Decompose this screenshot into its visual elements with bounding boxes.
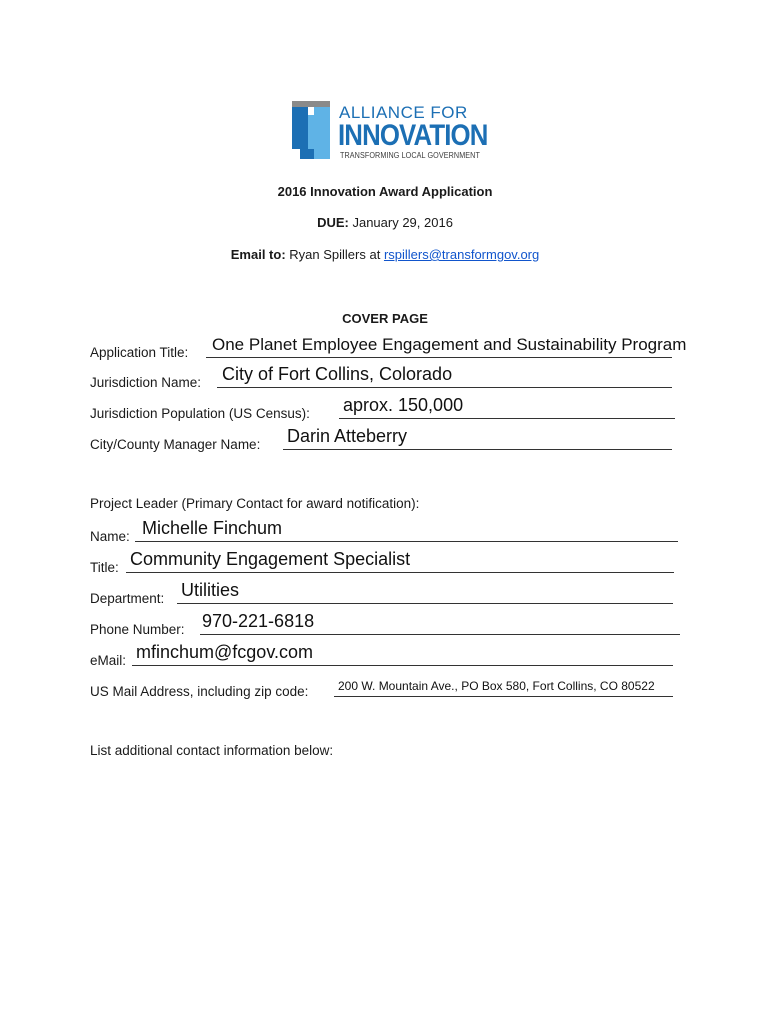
email-to-text: Ryan Spillers at [289,247,381,262]
jurisdiction-name-label: Jurisdiction Name: [90,375,202,390]
leader-phone-label: Phone Number: [90,622,185,637]
leader-email-value[interactable]: mfinchum@fcgov.com [136,642,313,662]
logo-line-2: INNOVATION [338,119,488,152]
alliance-logo [292,101,488,161]
manager-name-label: City/County Manager Name: [90,437,261,452]
leader-title-label: Title: [90,560,119,575]
leader-title-value[interactable]: Community Engagement Specialist [130,549,411,569]
jurisdiction-name-line [217,387,672,388]
leader-address-line [334,696,673,697]
application-title-value[interactable]: One Planet Employee Engagement and Sustainability Program [212,335,687,354]
leader-department-line [177,603,673,604]
manager-name-value[interactable]: Darin Atteberry [287,426,408,446]
leader-name-label: Name: [90,529,130,544]
leader-name-row [90,518,680,544]
leader-name-line [135,541,678,542]
manager-name-row [90,426,675,452]
email-to-label: Email to: [230,247,286,262]
application-title-row [90,335,687,360]
due-line [0,215,770,230]
leader-phone-row [90,611,682,637]
jurisdiction-population-value[interactable]: aprox. 150,000 [343,395,464,415]
leader-address-value[interactable]: 200 W. Mountain Ave., PO Box 580, Fort Collins, CO 80522 [338,679,655,693]
email-link[interactable]: rspillers@transformgov.org [383,247,540,262]
due-label: DUE: [317,215,349,230]
logo-tagline: TRANSFORMING LOCAL GOVERNMENT [340,151,480,160]
jurisdiction-name-value[interactable]: City of Fort Collins, Colorado [222,364,453,384]
application-title-label: Application Title: [90,345,189,360]
due-value: January 29, 2016 [352,215,453,230]
jurisdiction-population-line [339,418,675,419]
leader-title-line [126,572,674,573]
application-title-line [206,357,672,358]
jurisdiction-population-label: Jurisdiction Population (US Census): [90,406,310,421]
additional-contact-label: List additional contact information below: [90,743,334,758]
leader-email-row [90,642,680,668]
leader-phone-value[interactable]: 970-221-6818 [202,611,315,631]
leader-title-row [90,549,680,575]
leader-department-row [90,580,680,606]
leader-name-value[interactable]: Michelle Finchum [142,518,283,538]
logo-line-1: ALLIANCE FOR [339,103,468,122]
jurisdiction-name-row [90,364,675,390]
leader-email-line [132,665,673,666]
manager-name-line [283,449,672,450]
leader-address-row [90,679,680,699]
leader-department-label: Department: [90,591,165,606]
email-line [0,247,770,262]
document-title: 2016 Innovation Award Application [277,184,493,199]
leader-phone-line [200,634,680,635]
jurisdiction-population-row [90,395,675,421]
cover-page-heading: COVER PAGE [342,311,428,326]
project-leader-heading: Project Leader (Primary Contact for award notification): [90,496,420,511]
leader-department-value[interactable]: Utilities [181,580,240,600]
leader-email-label: eMail: [90,653,127,668]
alliance-logo-mark-icon [292,101,336,159]
leader-address-label: US Mail Address, including zip code: [90,684,309,699]
